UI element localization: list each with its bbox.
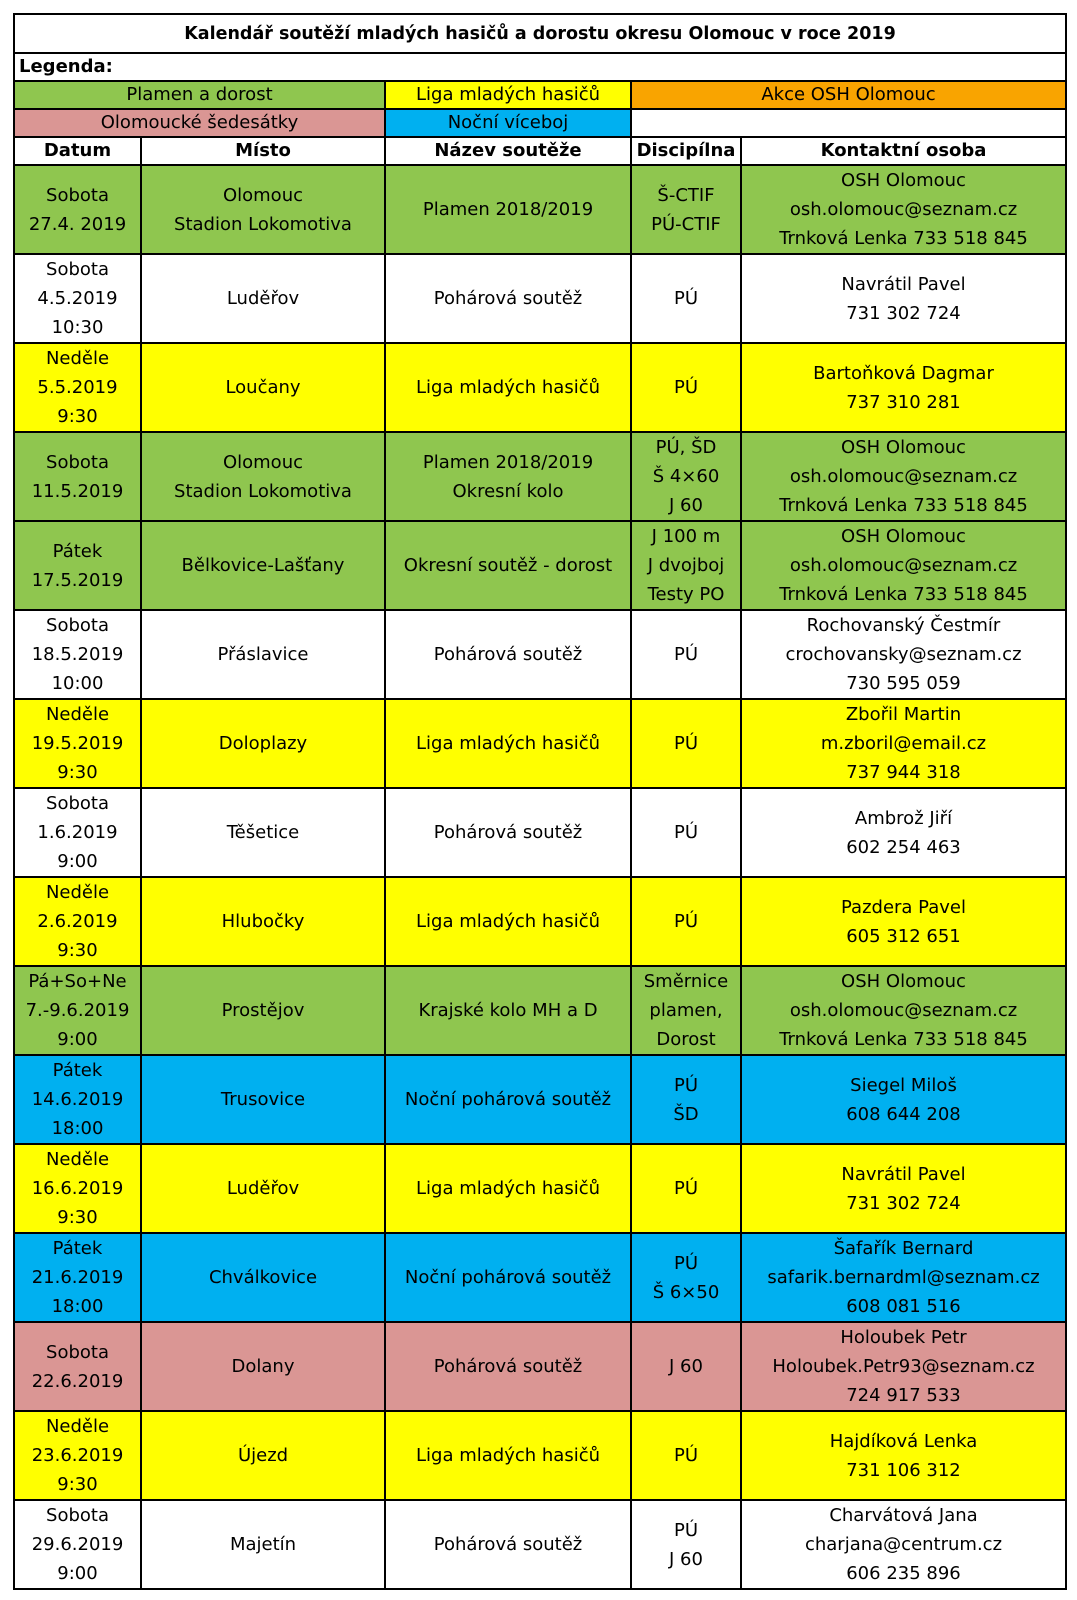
cell-datum (14, 877, 141, 966)
cell-discipliny-line: ŠD (673, 1103, 699, 1125)
legend-akce-osh-olomouc: Akce OSH Olomouc (631, 81, 1066, 109)
cell-datum-line: 1.6.2019 (37, 822, 118, 843)
cell-misto (141, 254, 385, 343)
cell-datum-line: 9:30 (57, 406, 98, 427)
legend-nocni-viceboj: Noční víceboj (385, 109, 631, 137)
cell-kontaktni-osoba-line: 724 917 533 (846, 1385, 961, 1406)
cell-nazev-souteze (385, 343, 631, 432)
cell-datum-line: 9:00 (57, 851, 98, 872)
cell-misto-line: Luděřov (226, 1178, 300, 1199)
cell-misto (141, 432, 385, 521)
table-row (14, 1233, 1066, 1322)
cell-datum-line: 18.5.2019 (31, 644, 124, 665)
cell-kontaktni-osoba-line: OSH Olomouc (841, 526, 966, 547)
cell-datum (14, 788, 141, 877)
cell-nazev-souteze-line: Noční pohárová soutěž (404, 1089, 612, 1110)
cell-kontaktni-osoba-line: OSH Olomouc (841, 971, 966, 992)
cell-kontaktni-osoba (741, 343, 1066, 432)
cell-discipliny-line: PÚ-CTIF (651, 213, 721, 235)
cell-kontaktni-osoba-line: Ambrož Jiří (854, 807, 953, 829)
cell-discipliny-line: Dorost (656, 1029, 716, 1050)
cell-kontaktni-osoba-line: charjana@centrum.cz (804, 1534, 1003, 1555)
cell-discipliny-line: Š-CTIF (657, 184, 715, 206)
cell-misto (141, 165, 385, 254)
cell-datum-line: 5.5.2019 (37, 377, 118, 398)
cell-kontaktni-osoba-line: Hajdíková Lenka (829, 1430, 978, 1452)
cell-datum (14, 521, 141, 610)
table-row (14, 343, 1066, 432)
cell-kontaktni-osoba (741, 254, 1066, 343)
cell-discipliny-line: PÚ (673, 822, 699, 843)
cell-kontaktni-osoba (741, 432, 1066, 521)
cell-discipliny (631, 521, 741, 610)
cell-datum-line: 9:00 (57, 1029, 98, 1050)
cell-nazev-souteze (385, 610, 631, 699)
cell-misto-line: Olomouc (222, 184, 304, 206)
cell-kontaktni-osoba (741, 1322, 1066, 1411)
cell-datum-line: 9:30 (57, 762, 98, 783)
cell-kontaktni-osoba-line: 608 644 208 (846, 1103, 961, 1125)
table-row (14, 610, 1066, 699)
cell-misto-line: Těšetice (226, 822, 300, 843)
cell-nazev-souteze (385, 1233, 631, 1322)
cell-nazev-souteze (385, 877, 631, 966)
cell-datum-line: 27.4. 2019 (28, 213, 127, 235)
cell-kontaktni-osoba-line: Rochovanský Čestmír (806, 615, 1001, 636)
cell-kontaktni-osoba-line: safarik.bernardml@seznam.cz (767, 1267, 1040, 1288)
cell-kontaktni-osoba-line: m.zboril@email.cz (820, 733, 987, 754)
cell-discipliny (631, 254, 741, 343)
cell-kontaktni-osoba-line: Charvátová Jana (829, 1505, 978, 1526)
cell-nazev-souteze (385, 1411, 631, 1500)
cell-kontaktni-osoba-line: OSH Olomouc (841, 170, 966, 191)
cell-discipliny-line: J dvojboj (647, 555, 725, 576)
cell-misto-line: Přáslavice (217, 644, 309, 665)
cell-kontaktni-osoba (741, 521, 1066, 610)
cell-datum-line: Sobota (46, 184, 109, 206)
cell-kontaktni-osoba (741, 1144, 1066, 1233)
cell-kontaktni-osoba-line: crochovansky@seznam.cz (785, 644, 1022, 665)
cell-misto (141, 1233, 385, 1322)
cell-datum-line: Sobota (46, 615, 109, 636)
cell-discipliny-line: PÚ (673, 377, 699, 398)
cell-discipliny-line: Směrnice (643, 971, 729, 992)
table-row (14, 966, 1066, 1055)
cell-kontaktni-osoba-line: 602 254 463 (846, 836, 961, 858)
cell-datum-line: 10:30 (51, 317, 104, 338)
header-nazev-souteze: Název soutěže (385, 137, 631, 165)
cell-misto (141, 1144, 385, 1233)
cell-kontaktni-osoba (741, 788, 1066, 877)
cell-datum-line: 10:00 (51, 673, 104, 694)
cell-misto-line: Dolany (231, 1356, 295, 1377)
cell-discipliny-line: PÚ (673, 1252, 699, 1274)
cell-datum-line: Neděle (45, 348, 110, 369)
cell-misto-line: Chválkovice (208, 1267, 318, 1288)
table-row (14, 1322, 1066, 1411)
cell-nazev-souteze-line: Okresní soutěž - dorost (403, 555, 613, 576)
cell-datum-line: 16.6.2019 (31, 1178, 124, 1199)
cell-kontaktni-osoba (741, 966, 1066, 1055)
cell-discipliny-line: PÚ (673, 911, 699, 932)
page-title: Kalendář soutěží mladých hasičů a dorostu okresu Olomouc v roce 2019 (14, 14, 1066, 53)
cell-kontaktni-osoba-line: Pazdera Pavel (841, 896, 966, 918)
cell-kontaktni-osoba-line: 731 106 312 (846, 1459, 961, 1481)
cell-datum-line: 9:30 (57, 940, 98, 961)
cell-misto-line: Majetín (229, 1534, 297, 1555)
cell-misto (141, 521, 385, 610)
cell-datum-line: Sobota (46, 259, 109, 280)
cell-misto-line: Prostějov (221, 1000, 305, 1021)
table-row (14, 1500, 1066, 1589)
cell-discipliny-line: J 100 m (651, 526, 721, 547)
cell-misto (141, 1500, 385, 1589)
cell-nazev-souteze (385, 1144, 631, 1233)
cell-kontaktni-osoba-line: OSH Olomouc (841, 437, 966, 458)
cell-kontaktni-osoba-line: 731 302 724 (846, 302, 961, 324)
cell-nazev-souteze-line: Liga mladých hasičů (416, 1445, 600, 1466)
cell-datum-line: Sobota (46, 1341, 109, 1363)
cell-misto (141, 343, 385, 432)
cell-datum-line: Neděle (45, 1416, 110, 1437)
cell-nazev-souteze-line: Plamen 2018/2019 (422, 451, 594, 473)
cell-datum-line: 22.6.2019 (31, 1370, 124, 1392)
cell-discipliny (631, 343, 741, 432)
cell-discipliny (631, 165, 741, 254)
cell-datum-line: 18:00 (51, 1118, 104, 1139)
cell-kontaktni-osoba-line: Holoubek.Petr93@seznam.cz (772, 1356, 1035, 1377)
cell-kontaktni-osoba-line: Bartoňková Dagmar (813, 362, 994, 384)
cell-datum (14, 1322, 141, 1411)
cell-nazev-souteze-line: Noční pohárová soutěž (404, 1267, 612, 1288)
cell-datum (14, 432, 141, 521)
cell-discipliny-line: PÚ (673, 1519, 699, 1541)
cell-nazev-souteze (385, 432, 631, 521)
cell-misto-line: Trusovice (220, 1089, 306, 1110)
cell-kontaktni-osoba-line: Holoubek Petr (840, 1327, 967, 1348)
cell-datum-line: Pá+So+Ne (28, 971, 127, 992)
cell-misto-line: Luděřov (226, 288, 300, 309)
cell-kontaktni-osoba (741, 877, 1066, 966)
table-row (14, 432, 1066, 521)
cell-discipliny-line: PÚ (673, 1074, 699, 1096)
cell-datum-line: 21.6.2019 (31, 1267, 124, 1288)
cell-misto-line: Doloplazy (218, 733, 308, 754)
cell-datum (14, 343, 141, 432)
cell-kontaktni-osoba (741, 610, 1066, 699)
cell-datum-line: 29.6.2019 (31, 1534, 124, 1555)
cell-datum-line: Sobota (46, 1505, 109, 1526)
cell-misto (141, 877, 385, 966)
cell-kontaktni-osoba-line: 737 310 281 (846, 391, 961, 413)
cell-discipliny-line: Testy PO (647, 584, 725, 605)
cell-datum (14, 966, 141, 1055)
cell-datum-line: Pátek (52, 540, 103, 562)
cell-datum (14, 1144, 141, 1233)
cell-discipliny-line: plamen, (649, 1000, 723, 1021)
header-misto: Místo (141, 137, 385, 165)
cell-kontaktni-osoba (741, 1411, 1066, 1500)
cell-datum-line: 4.5.2019 (37, 288, 118, 309)
calendar-table (13, 13, 1067, 1590)
cell-discipliny (631, 877, 741, 966)
cell-kontaktni-osoba-line: Šafařík Bernard (833, 1238, 974, 1259)
cell-discipliny-line: PÚ (673, 644, 699, 665)
cell-nazev-souteze-line: Pohárová soutěž (433, 644, 583, 665)
cell-nazev-souteze (385, 1055, 631, 1144)
cell-datum-line: 19.5.2019 (31, 733, 124, 754)
cell-nazev-souteze-line: Liga mladých hasičů (416, 1178, 600, 1199)
cell-discipliny-line: Š 6×50 (652, 1281, 720, 1303)
competition-calendar-sheet (13, 13, 1065, 1589)
cell-misto-line: Bělkovice-Lašťany (181, 555, 345, 576)
table-row (14, 699, 1066, 788)
cell-kontaktni-osoba-line: 737 944 318 (846, 762, 961, 783)
cell-datum-line: Pátek (52, 1060, 103, 1081)
cell-discipliny (631, 788, 741, 877)
cell-discipliny (631, 432, 741, 521)
cell-datum-line: 7.-9.6.2019 (25, 1000, 130, 1021)
legend-empty-cell (631, 109, 1066, 137)
cell-kontaktni-osoba-line: Zbořil Martin (845, 704, 962, 725)
cell-nazev-souteze (385, 699, 631, 788)
cell-discipliny (631, 966, 741, 1055)
cell-kontaktni-osoba-line: Trnková Lenka 733 518 845 (779, 584, 1028, 605)
cell-datum-line: 2.6.2019 (37, 911, 118, 932)
cell-datum-line: 11.5.2019 (31, 480, 124, 502)
cell-datum (14, 1500, 141, 1589)
cell-misto-line: Olomouc (222, 451, 304, 473)
cell-kontaktni-osoba-line: osh.olomouc@seznam.cz (789, 199, 1018, 220)
cell-kontaktni-osoba-line: Trnková Lenka 733 518 845 (779, 228, 1028, 249)
cell-misto (141, 966, 385, 1055)
cell-discipliny-line: J 60 (669, 1356, 703, 1377)
cell-nazev-souteze (385, 966, 631, 1055)
cell-misto (141, 1411, 385, 1500)
cell-discipliny-line: PÚ (673, 733, 699, 754)
cell-discipliny-line: PÚ (673, 1178, 699, 1199)
cell-discipliny (631, 1055, 741, 1144)
cell-kontaktni-osoba-line: osh.olomouc@seznam.cz (789, 1000, 1018, 1021)
cell-kontaktni-osoba-line: 605 312 651 (846, 925, 961, 947)
table-row (14, 877, 1066, 966)
cell-kontaktni-osoba-line: 731 302 724 (846, 1192, 961, 1214)
cell-datum-line: Sobota (46, 793, 109, 814)
cell-kontaktni-osoba-line: 730 595 059 (846, 673, 961, 694)
cell-kontaktni-osoba-line: Trnková Lenka 733 518 845 (779, 1029, 1028, 1050)
cell-nazev-souteze-line: Plamen 2018/2019 (422, 199, 594, 220)
cell-nazev-souteze-line: Liga mladých hasičů (416, 911, 600, 932)
cell-misto-line: Újezd (237, 1445, 289, 1466)
cell-datum-line: 14.6.2019 (31, 1089, 124, 1110)
cell-misto (141, 1322, 385, 1411)
cell-datum (14, 165, 141, 254)
cell-discipliny-line: PÚ, ŠD (655, 437, 717, 458)
cell-datum-line: Neděle (45, 882, 110, 903)
cell-misto-line: Hlubočky (221, 911, 305, 932)
cell-datum-line: 23.6.2019 (31, 1445, 124, 1466)
cell-kontaktni-osoba-line: Trnková Lenka 733 518 845 (779, 495, 1028, 516)
cell-nazev-souteze-line: Pohárová soutěž (433, 822, 583, 843)
cell-discipliny (631, 1411, 741, 1500)
cell-nazev-souteze (385, 788, 631, 877)
cell-misto-line: Stadion Lokomotiva (174, 480, 352, 502)
cell-discipliny-line: PÚ (673, 288, 699, 309)
legend-plamen-a-dorost: Plamen a dorost (14, 81, 385, 109)
legend-olomoucke-sedesatky: Olomoucké šedesátky (14, 109, 385, 137)
cell-discipliny-line: Š 4×60 (652, 466, 720, 487)
cell-discipliny (631, 1144, 741, 1233)
cell-nazev-souteze-line: Pohárová soutěž (433, 1356, 583, 1377)
cell-discipliny-line: J 60 (669, 1548, 703, 1570)
table-row (14, 1144, 1066, 1233)
cell-kontaktni-osoba (741, 1233, 1066, 1322)
cell-discipliny (631, 1233, 741, 1322)
cell-datum-line: Neděle (45, 1149, 110, 1170)
cell-discipliny-line: J 60 (669, 495, 703, 516)
cell-discipliny (631, 1500, 741, 1589)
cell-kontaktni-osoba-line: 608 081 516 (846, 1296, 961, 1317)
cell-datum (14, 254, 141, 343)
cell-misto (141, 699, 385, 788)
cell-misto (141, 788, 385, 877)
cell-kontaktni-osoba (741, 165, 1066, 254)
cell-kontaktni-osoba (741, 1500, 1066, 1589)
cell-kontaktni-osoba-line: osh.olomouc@seznam.cz (789, 466, 1018, 487)
cell-nazev-souteze-line: Pohárová soutěž (433, 288, 583, 309)
cell-discipliny-line: PÚ (673, 1445, 699, 1466)
cell-datum (14, 699, 141, 788)
cell-kontaktni-osoba (741, 699, 1066, 788)
cell-misto (141, 1055, 385, 1144)
cell-datum-line: Pátek (52, 1238, 103, 1259)
cell-misto (141, 610, 385, 699)
cell-misto-line: Loučany (225, 377, 301, 398)
cell-datum-line: Neděle (45, 704, 110, 725)
table-row (14, 165, 1066, 254)
cell-discipliny (631, 1322, 741, 1411)
header-discipliny: Discipílna (631, 137, 741, 165)
cell-nazev-souteze (385, 521, 631, 610)
cell-datum-line: 9:30 (57, 1474, 98, 1495)
cell-kontaktni-osoba-line: Navrátil Pavel (841, 273, 966, 295)
cell-datum (14, 610, 141, 699)
cell-nazev-souteze-line: Pohárová soutěž (433, 1534, 583, 1555)
cell-nazev-souteze-line: Krajské kolo MH a D (418, 1000, 598, 1021)
cell-datum (14, 1233, 141, 1322)
cell-nazev-souteze (385, 1322, 631, 1411)
cell-kontaktni-osoba-line: 606 235 896 (846, 1563, 961, 1584)
table-row (14, 1055, 1066, 1144)
table-row (14, 254, 1066, 343)
cell-nazev-souteze (385, 254, 631, 343)
cell-kontaktni-osoba (741, 1055, 1066, 1144)
cell-nazev-souteze-line: Okresní kolo (452, 480, 564, 502)
table-row (14, 1411, 1066, 1500)
cell-nazev-souteze-line: Liga mladých hasičů (416, 733, 600, 754)
cell-misto-line: Stadion Lokomotiva (174, 213, 352, 235)
table-row (14, 788, 1066, 877)
header-datum: Datum (14, 137, 141, 165)
cell-datum-line: 9:00 (57, 1563, 98, 1584)
cell-datum (14, 1055, 141, 1144)
cell-nazev-souteze (385, 165, 631, 254)
cell-nazev-souteze (385, 1500, 631, 1589)
cell-kontaktni-osoba-line: osh.olomouc@seznam.cz (789, 555, 1018, 576)
cell-discipliny (631, 699, 741, 788)
header-kontaktni-osoba: Kontaktní osoba (741, 137, 1066, 165)
cell-discipliny (631, 610, 741, 699)
cell-datum-line: 9:30 (57, 1207, 98, 1228)
table-row (14, 521, 1066, 610)
legend-liga-mladych-hasicu: Liga mladých hasičů (385, 81, 631, 109)
cell-datum-line: Sobota (46, 451, 109, 473)
cell-nazev-souteze-line: Liga mladých hasičů (416, 377, 600, 398)
cell-kontaktni-osoba-line: Navrátil Pavel (841, 1163, 966, 1185)
cell-datum (14, 1411, 141, 1500)
legend-label: Legenda: (14, 53, 1066, 81)
cell-datum-line: 17.5.2019 (31, 569, 124, 591)
cell-datum-line: 18:00 (51, 1296, 104, 1317)
cell-kontaktni-osoba-line: Siegel Miloš (850, 1074, 957, 1096)
